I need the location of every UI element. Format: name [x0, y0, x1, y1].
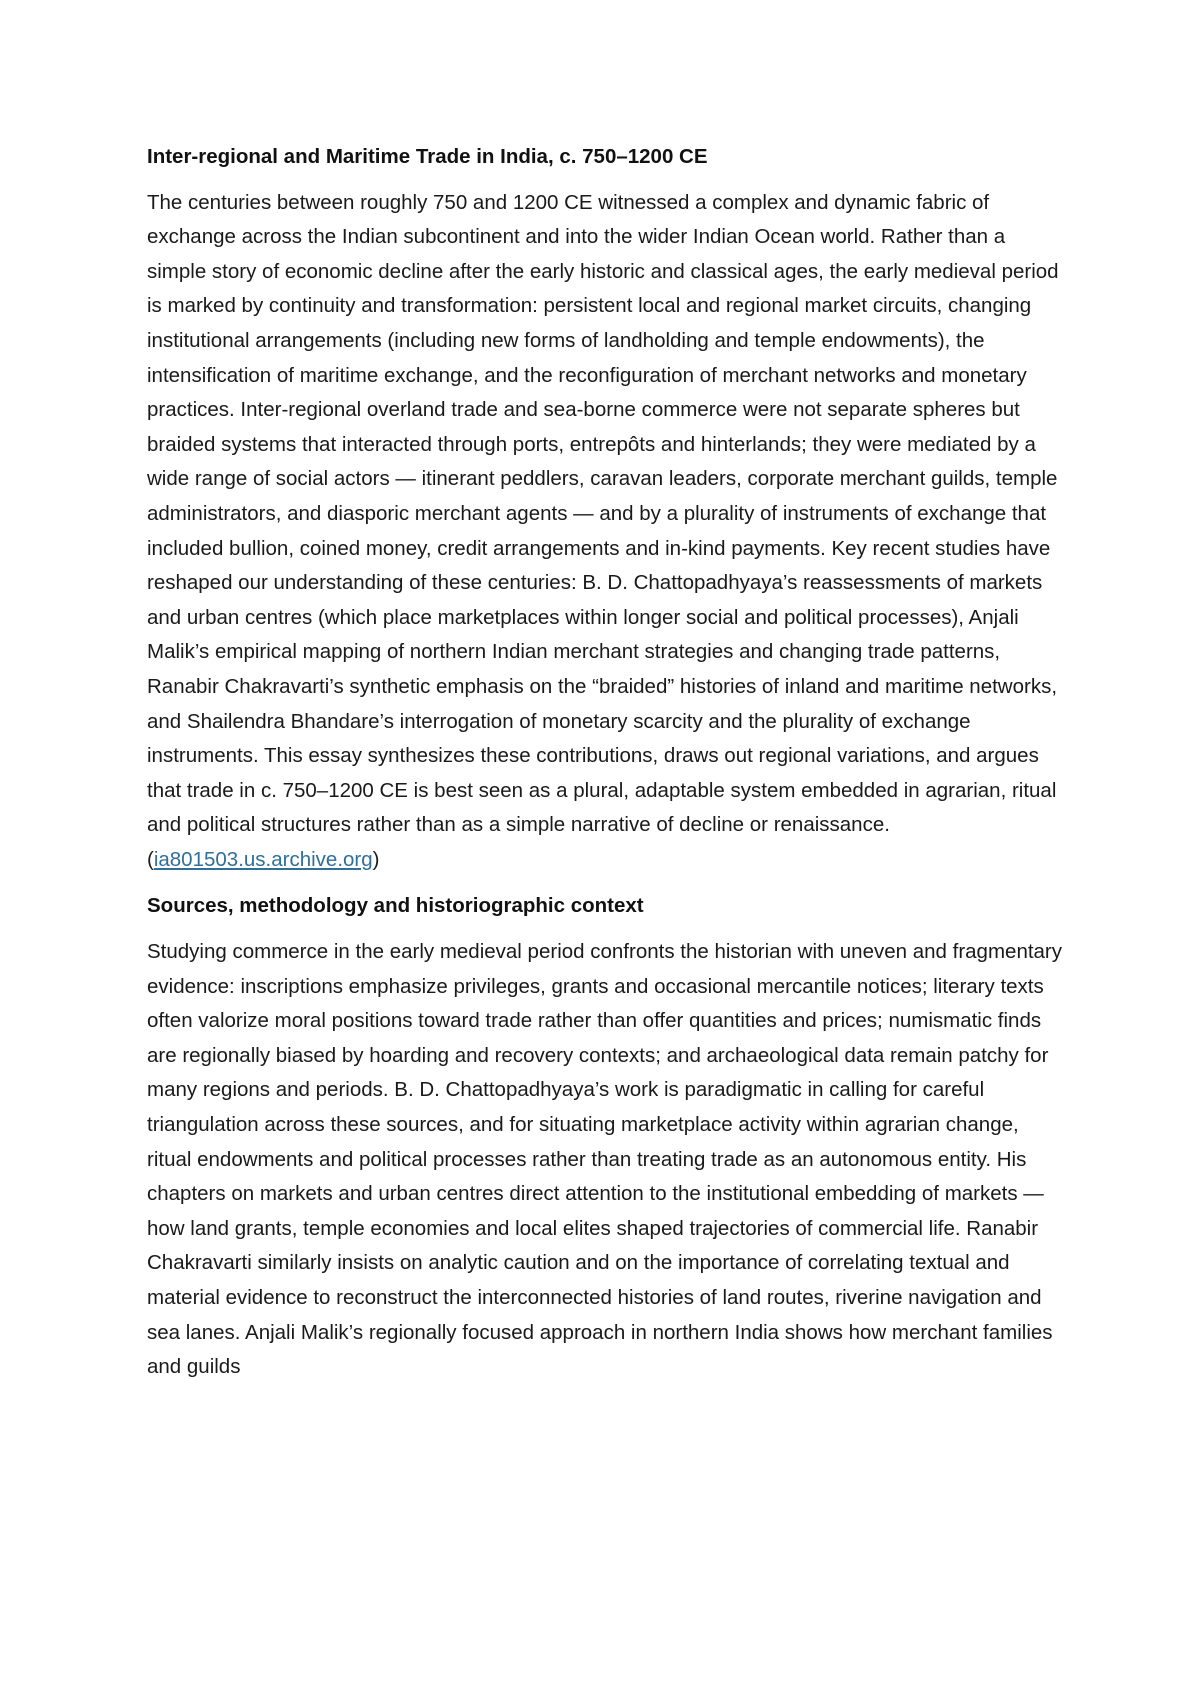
ref-open-paren: ( — [147, 847, 154, 871]
intro-text: The centuries between roughly 750 and 1200 CE witnessed a complex and dynamic fabric of exchange across the Indian subcontinent and into the wider Indian Ocean world. Rather than a simple story of economic decline after the early historic and classical ages, the early medieval period is marked by continuity and transformation: persistent local and regional market circuits, changing institutional arrangements (including new forms of landholding and temple endowments), the intensification of maritime exchange, and the reconfiguration of merchant networks and monetary practices. Inter-regional overland trade and sea-borne commerce were not separate spheres but braided systems that interacted through ports, entrepôts and hinterlands; they were mediated by a wide range of social actors — itinerant peddlers, caravan leaders, corporate merchant guilds, temple administrators, and diasporic merchant agents — and by a plurality of instruments of exchange that included bullion, coined money, credit arrangements and in-kind payments. Key recent studies have reshaped our understanding of these centuries: B. D. Chattopadhyaya’s reassessments of markets and urban centres (which place marketplaces within longer social and political processes), Anjali Malik’s empirical mapping of northern Indian merchant strategies and changing trade patterns, Ranabir Chakravarti’s synthetic emphasis on the “braided” histories of inland and maritime networks, and Shailendra Bhandare’s interrogation of monetary scarcity and the plurality of exchange instruments. This essay synthesizes these contributions, draws out regional variations, and argues that trade in c. 750–1200 CE is best seen as a plural, adaptable system embedded in agrarian, ritual and political structures rather than as a simple narrative of decline or renaissance. — [147, 190, 1059, 837]
section-heading-sources: Sources, methodology and historiographic context — [147, 894, 644, 918]
sources-paragraph: Studying commerce in the early medieval period confronts the historian with uneven and fragmentary evidence: inscriptions emphasize privileges, grants and occasional mercantile notices; literary texts often valorize moral positions toward trade rather than offer quantities and prices; numismatic finds are regionally biased by hoarding and recovery contexts; and archaeological data remain patchy for many regions and periods. B. D. Chattopadhyaya’s work is paradigmatic in calling for careful triangulation across these sources, and for situating marketplace activity within agrarian change, ritual endowments and political processes rather than treating trade as an autonomous entity. His chapters on markets and urban centres direct attention to the institutional embedding of markets — how land grants, temple economies and local elites shaped trajectories of commercial life. Ranabir Chakravarti similarly insists on analytic caution and on the importance of correlating textual and material evidence to reconstruct the interconnected histories of land routes, riverine navigation and sea lanes. Anjali Malik’s regionally focused approach in northern India shows how merchant families and guilds — [147, 940, 1063, 1379]
intro-paragraph — [147, 186, 1067, 878]
document-title: Inter-regional and Maritime Trade in India, c. 750–1200 CE — [147, 145, 708, 168]
ref-close-paren: ) — [372, 847, 380, 871]
document-page — [147, 140, 1067, 1385]
archive-reference-link[interactable]: ia801503.us.archive.org — [153, 847, 373, 871]
